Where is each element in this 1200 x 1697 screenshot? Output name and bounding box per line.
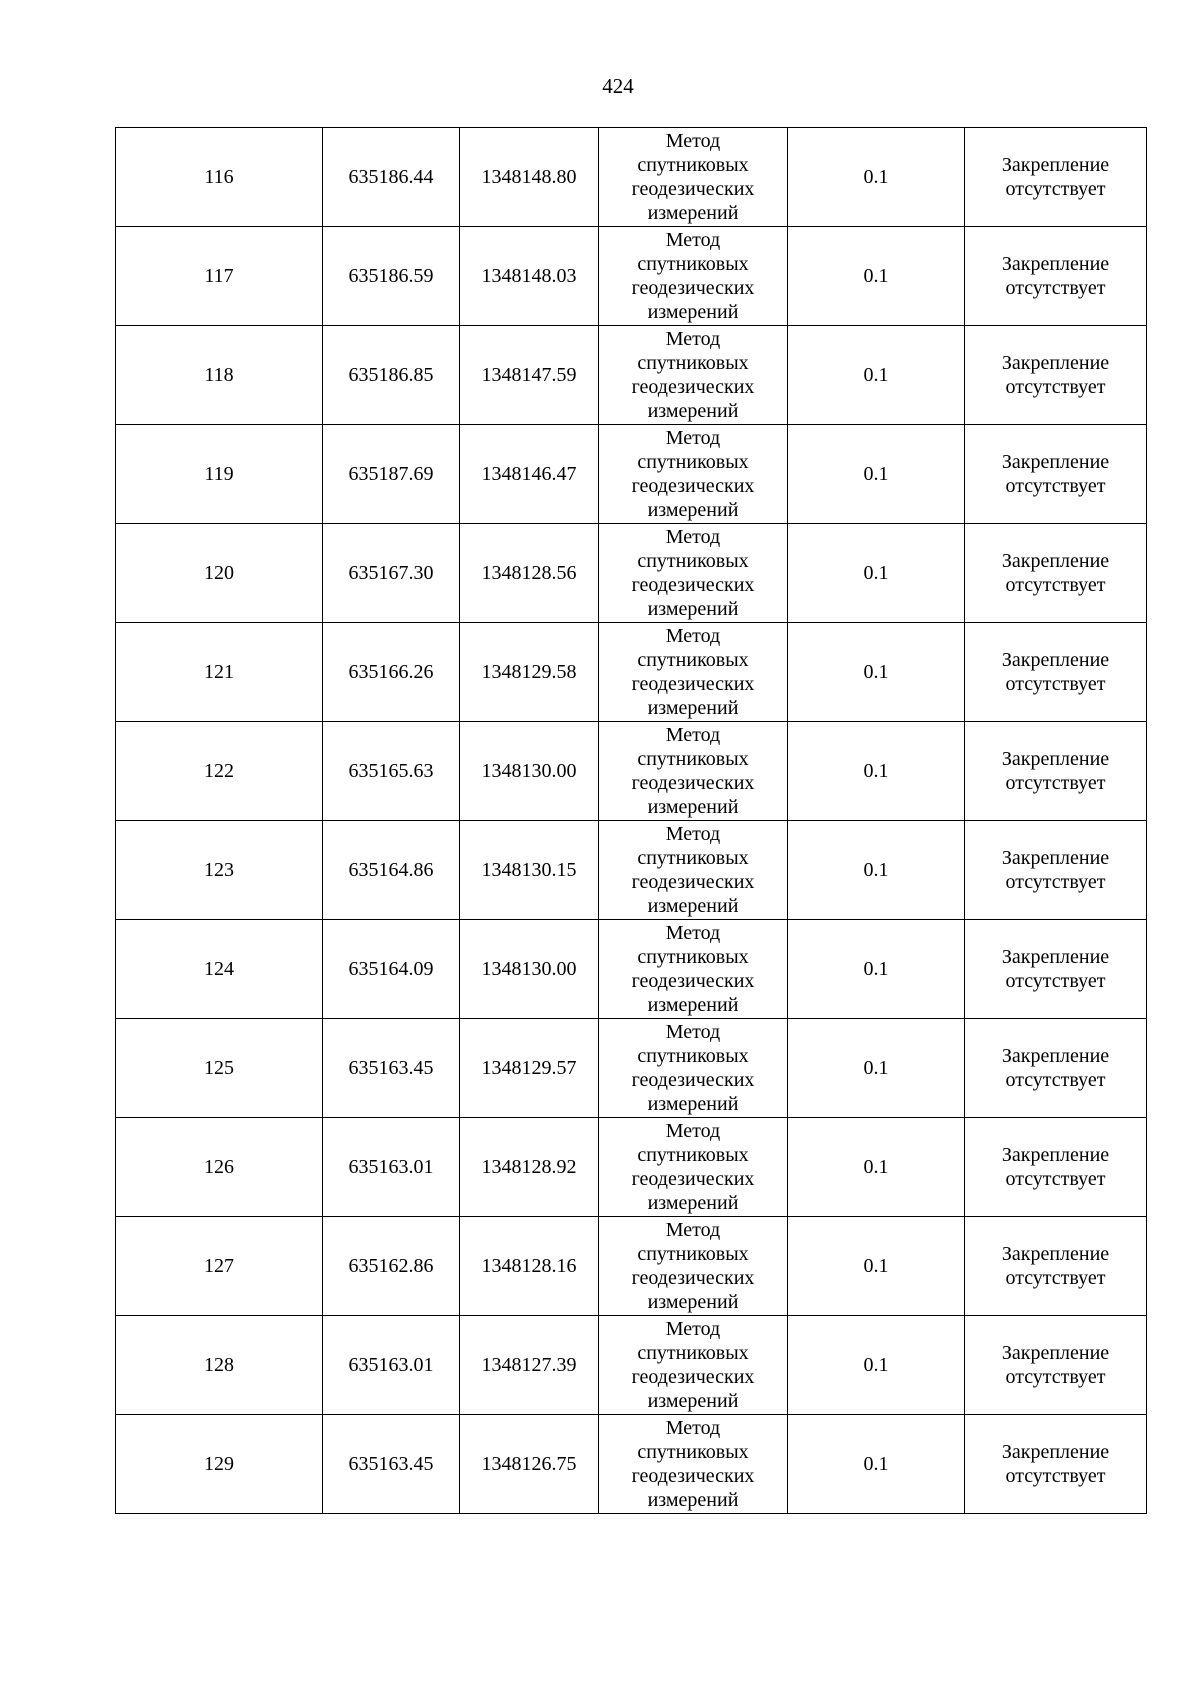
method-cell-line: измерений <box>647 1390 739 1412</box>
method-cell <box>599 1415 788 1514</box>
fixing-cell-line: отсутствует <box>1005 475 1106 497</box>
point-number-cell: 127 <box>116 1217 323 1316</box>
fixing-cell-line: отсутствует <box>1005 1366 1106 1388</box>
y-coordinate-cell: 1348128.56 <box>460 524 599 623</box>
fixing-cell <box>965 1019 1147 1118</box>
method-cell-line: Метод <box>665 229 721 251</box>
method-cell-line: Метод <box>665 1021 721 1043</box>
y-coordinate-cell: 1348128.92 <box>460 1118 599 1217</box>
fixing-cell-line: отсутствует <box>1005 871 1106 893</box>
x-coordinate-cell: 635162.86 <box>323 1217 460 1316</box>
table-body <box>116 128 1147 1514</box>
fixing-cell <box>965 227 1147 326</box>
fixing-cell-line: Закрепление <box>1001 847 1110 869</box>
method-cell-line: Метод <box>665 1417 721 1439</box>
x-coordinate-cell: 635164.86 <box>323 821 460 920</box>
method-cell <box>599 623 788 722</box>
method-cell-line: геодезических <box>631 1069 755 1091</box>
y-coordinate-cell: 1348147.59 <box>460 326 599 425</box>
method-cell-line: геодезических <box>631 871 755 893</box>
y-coordinate-cell: 1348129.57 <box>460 1019 599 1118</box>
method-cell-line: измерений <box>647 598 739 620</box>
method-cell-line: измерений <box>647 994 739 1016</box>
fixing-cell-line: отсутствует <box>1005 1465 1106 1487</box>
method-cell-line: Метод <box>665 328 721 350</box>
y-coordinate-cell: 1348146.47 <box>460 425 599 524</box>
fixing-cell-line: Закрепление <box>1001 1441 1110 1463</box>
fixing-cell-line: Закрепление <box>1001 649 1110 671</box>
x-coordinate-cell: 635163.01 <box>323 1118 460 1217</box>
fixing-cell <box>965 524 1147 623</box>
method-cell <box>599 920 788 1019</box>
method-cell-line: спутниковых <box>637 352 749 374</box>
fixing-cell-line: отсутствует <box>1005 1267 1106 1289</box>
fixing-cell-line: Закрепление <box>1001 1045 1110 1067</box>
coordinates-table <box>115 127 1147 1514</box>
method-cell-line: спутниковых <box>637 550 749 572</box>
point-number-cell: 126 <box>116 1118 323 1217</box>
fixing-cell-line: отсутствует <box>1005 277 1106 299</box>
table-row <box>116 1019 1147 1118</box>
method-cell-line: Метод <box>665 1219 721 1241</box>
method-cell-line: измерений <box>647 796 739 818</box>
accuracy-cell: 0.1 <box>788 722 965 821</box>
x-coordinate-cell: 635164.09 <box>323 920 460 1019</box>
method-cell-line: измерений <box>647 895 739 917</box>
accuracy-cell: 0.1 <box>788 326 965 425</box>
x-coordinate-cell: 635166.26 <box>323 623 460 722</box>
x-coordinate-cell: 635186.85 <box>323 326 460 425</box>
point-number-cell: 119 <box>116 425 323 524</box>
fixing-cell <box>965 1415 1147 1514</box>
method-cell-line: геодезических <box>631 673 755 695</box>
point-number-cell: 125 <box>116 1019 323 1118</box>
fixing-cell-line: Закрепление <box>1001 946 1110 968</box>
table-row <box>116 1316 1147 1415</box>
fixing-cell-line: Закрепление <box>1001 748 1110 770</box>
y-coordinate-cell: 1348148.80 <box>460 128 599 227</box>
method-cell-line: спутниковых <box>637 946 749 968</box>
method-cell <box>599 425 788 524</box>
method-cell-line: геодезических <box>631 376 755 398</box>
method-cell-line: измерений <box>647 697 739 719</box>
fixing-cell-line: Закрепление <box>1001 451 1110 473</box>
point-number-cell: 128 <box>116 1316 323 1415</box>
method-cell <box>599 1019 788 1118</box>
fixing-cell <box>965 1217 1147 1316</box>
method-cell-line: Метод <box>665 922 721 944</box>
method-cell <box>599 524 788 623</box>
method-cell-line: геодезических <box>631 1267 755 1289</box>
table-row <box>116 920 1147 1019</box>
accuracy-cell: 0.1 <box>788 128 965 227</box>
method-cell-line: измерений <box>647 499 739 521</box>
method-cell-line: геодезических <box>631 1366 755 1388</box>
y-coordinate-cell: 1348128.16 <box>460 1217 599 1316</box>
method-cell-line: Метод <box>665 1120 721 1142</box>
y-coordinate-cell: 1348130.00 <box>460 920 599 1019</box>
method-cell-line: Метод <box>665 625 721 647</box>
method-cell-line: измерений <box>647 1192 739 1214</box>
point-number-cell: 118 <box>116 326 323 425</box>
point-number-cell: 129 <box>116 1415 323 1514</box>
accuracy-cell: 0.1 <box>788 920 965 1019</box>
x-coordinate-cell: 635167.30 <box>323 524 460 623</box>
method-cell-line: спутниковых <box>637 1243 749 1265</box>
method-cell-line: измерений <box>647 1489 739 1511</box>
method-cell-line: спутниковых <box>637 1045 749 1067</box>
x-coordinate-cell: 635163.01 <box>323 1316 460 1415</box>
y-coordinate-cell: 1348148.03 <box>460 227 599 326</box>
fixing-cell-line: отсутствует <box>1005 1168 1106 1190</box>
accuracy-cell: 0.1 <box>788 1217 965 1316</box>
accuracy-cell: 0.1 <box>788 821 965 920</box>
fixing-cell-line: отсутствует <box>1005 673 1106 695</box>
y-coordinate-cell: 1348130.15 <box>460 821 599 920</box>
method-cell-line: геодезических <box>631 277 755 299</box>
method-cell-line: Метод <box>665 526 721 548</box>
method-cell-line: измерений <box>647 301 739 323</box>
table-row <box>116 1217 1147 1316</box>
point-number-cell: 122 <box>116 722 323 821</box>
table-row <box>116 128 1147 227</box>
accuracy-cell: 0.1 <box>788 524 965 623</box>
method-cell <box>599 1316 788 1415</box>
y-coordinate-cell: 1348130.00 <box>460 722 599 821</box>
x-coordinate-cell: 635163.45 <box>323 1019 460 1118</box>
method-cell-line: измерений <box>647 1291 739 1313</box>
fixing-cell-line: отсутствует <box>1005 772 1106 794</box>
fixing-cell-line: отсутствует <box>1005 376 1106 398</box>
method-cell <box>599 1118 788 1217</box>
method-cell-line: спутниковых <box>637 1342 749 1364</box>
fixing-cell-line: отсутствует <box>1005 1069 1106 1091</box>
fixing-cell-line: Закрепление <box>1001 154 1110 176</box>
method-cell-line: Метод <box>665 724 721 746</box>
y-coordinate-cell: 1348127.39 <box>460 1316 599 1415</box>
method-cell-line: измерений <box>647 202 739 224</box>
x-coordinate-cell: 635186.59 <box>323 227 460 326</box>
accuracy-cell: 0.1 <box>788 623 965 722</box>
fixing-cell <box>965 1316 1147 1415</box>
y-coordinate-cell: 1348129.58 <box>460 623 599 722</box>
method-cell-line: геодезических <box>631 178 755 200</box>
method-cell-line: спутниковых <box>637 253 749 275</box>
accuracy-cell: 0.1 <box>788 227 965 326</box>
method-cell-line: Метод <box>665 427 721 449</box>
table-row <box>116 326 1147 425</box>
fixing-cell-line: отсутствует <box>1005 178 1106 200</box>
fixing-cell <box>965 128 1147 227</box>
y-coordinate-cell: 1348126.75 <box>460 1415 599 1514</box>
fixing-cell <box>965 722 1147 821</box>
point-number-cell: 121 <box>116 623 323 722</box>
table-row <box>116 1415 1147 1514</box>
method-cell <box>599 722 788 821</box>
fixing-cell <box>965 326 1147 425</box>
fixing-cell <box>965 920 1147 1019</box>
method-cell-line: спутниковых <box>637 154 749 176</box>
table-row <box>116 1118 1147 1217</box>
method-cell-line: спутниковых <box>637 451 749 473</box>
point-number-cell: 120 <box>116 524 323 623</box>
table-row <box>116 722 1147 821</box>
accuracy-cell: 0.1 <box>788 425 965 524</box>
method-cell-line: геодезических <box>631 574 755 596</box>
method-cell-line: геодезических <box>631 1465 755 1487</box>
method-cell-line: спутниковых <box>637 649 749 671</box>
fixing-cell <box>965 1118 1147 1217</box>
fixing-cell-line: Закрепление <box>1001 352 1110 374</box>
table-row <box>116 821 1147 920</box>
fixing-cell-line: Закрепление <box>1001 253 1110 275</box>
fixing-cell-line: Закрепление <box>1001 550 1110 572</box>
method-cell <box>599 821 788 920</box>
method-cell-line: спутниковых <box>637 1144 749 1166</box>
accuracy-cell: 0.1 <box>788 1415 965 1514</box>
method-cell-line: спутниковых <box>637 748 749 770</box>
x-coordinate-cell: 635165.63 <box>323 722 460 821</box>
method-cell <box>599 128 788 227</box>
x-coordinate-cell: 635187.69 <box>323 425 460 524</box>
fixing-cell <box>965 425 1147 524</box>
point-number-cell: 117 <box>116 227 323 326</box>
fixing-cell-line: Закрепление <box>1001 1144 1110 1166</box>
method-cell-line: Метод <box>665 1318 721 1340</box>
table-row <box>116 524 1147 623</box>
page-number: 424 <box>602 74 634 98</box>
method-cell-line: измерений <box>647 1093 739 1115</box>
method-cell <box>599 1217 788 1316</box>
point-number-cell: 124 <box>116 920 323 1019</box>
fixing-cell <box>965 821 1147 920</box>
point-number-cell: 116 <box>116 128 323 227</box>
method-cell-line: спутниковых <box>637 847 749 869</box>
accuracy-cell: 0.1 <box>788 1019 965 1118</box>
method-cell <box>599 227 788 326</box>
method-cell-line: геодезических <box>631 772 755 794</box>
method-cell-line: измерений <box>647 400 739 422</box>
method-cell-line: Метод <box>665 130 721 152</box>
x-coordinate-cell: 635163.45 <box>323 1415 460 1514</box>
accuracy-cell: 0.1 <box>788 1118 965 1217</box>
method-cell-line: геодезических <box>631 1168 755 1190</box>
method-cell-line: спутниковых <box>637 1441 749 1463</box>
fixing-cell-line: отсутствует <box>1005 970 1106 992</box>
method-cell-line: геодезических <box>631 475 755 497</box>
fixing-cell-line: Закрепление <box>1001 1243 1110 1265</box>
fixing-cell-line: Закрепление <box>1001 1342 1110 1364</box>
table-row <box>116 623 1147 722</box>
fixing-cell <box>965 623 1147 722</box>
method-cell-line: геодезических <box>631 970 755 992</box>
table-row <box>116 425 1147 524</box>
fixing-cell-line: отсутствует <box>1005 574 1106 596</box>
point-number-cell: 123 <box>116 821 323 920</box>
accuracy-cell: 0.1 <box>788 1316 965 1415</box>
method-cell <box>599 326 788 425</box>
method-cell-line: Метод <box>665 823 721 845</box>
x-coordinate-cell: 635186.44 <box>323 128 460 227</box>
table-row <box>116 227 1147 326</box>
